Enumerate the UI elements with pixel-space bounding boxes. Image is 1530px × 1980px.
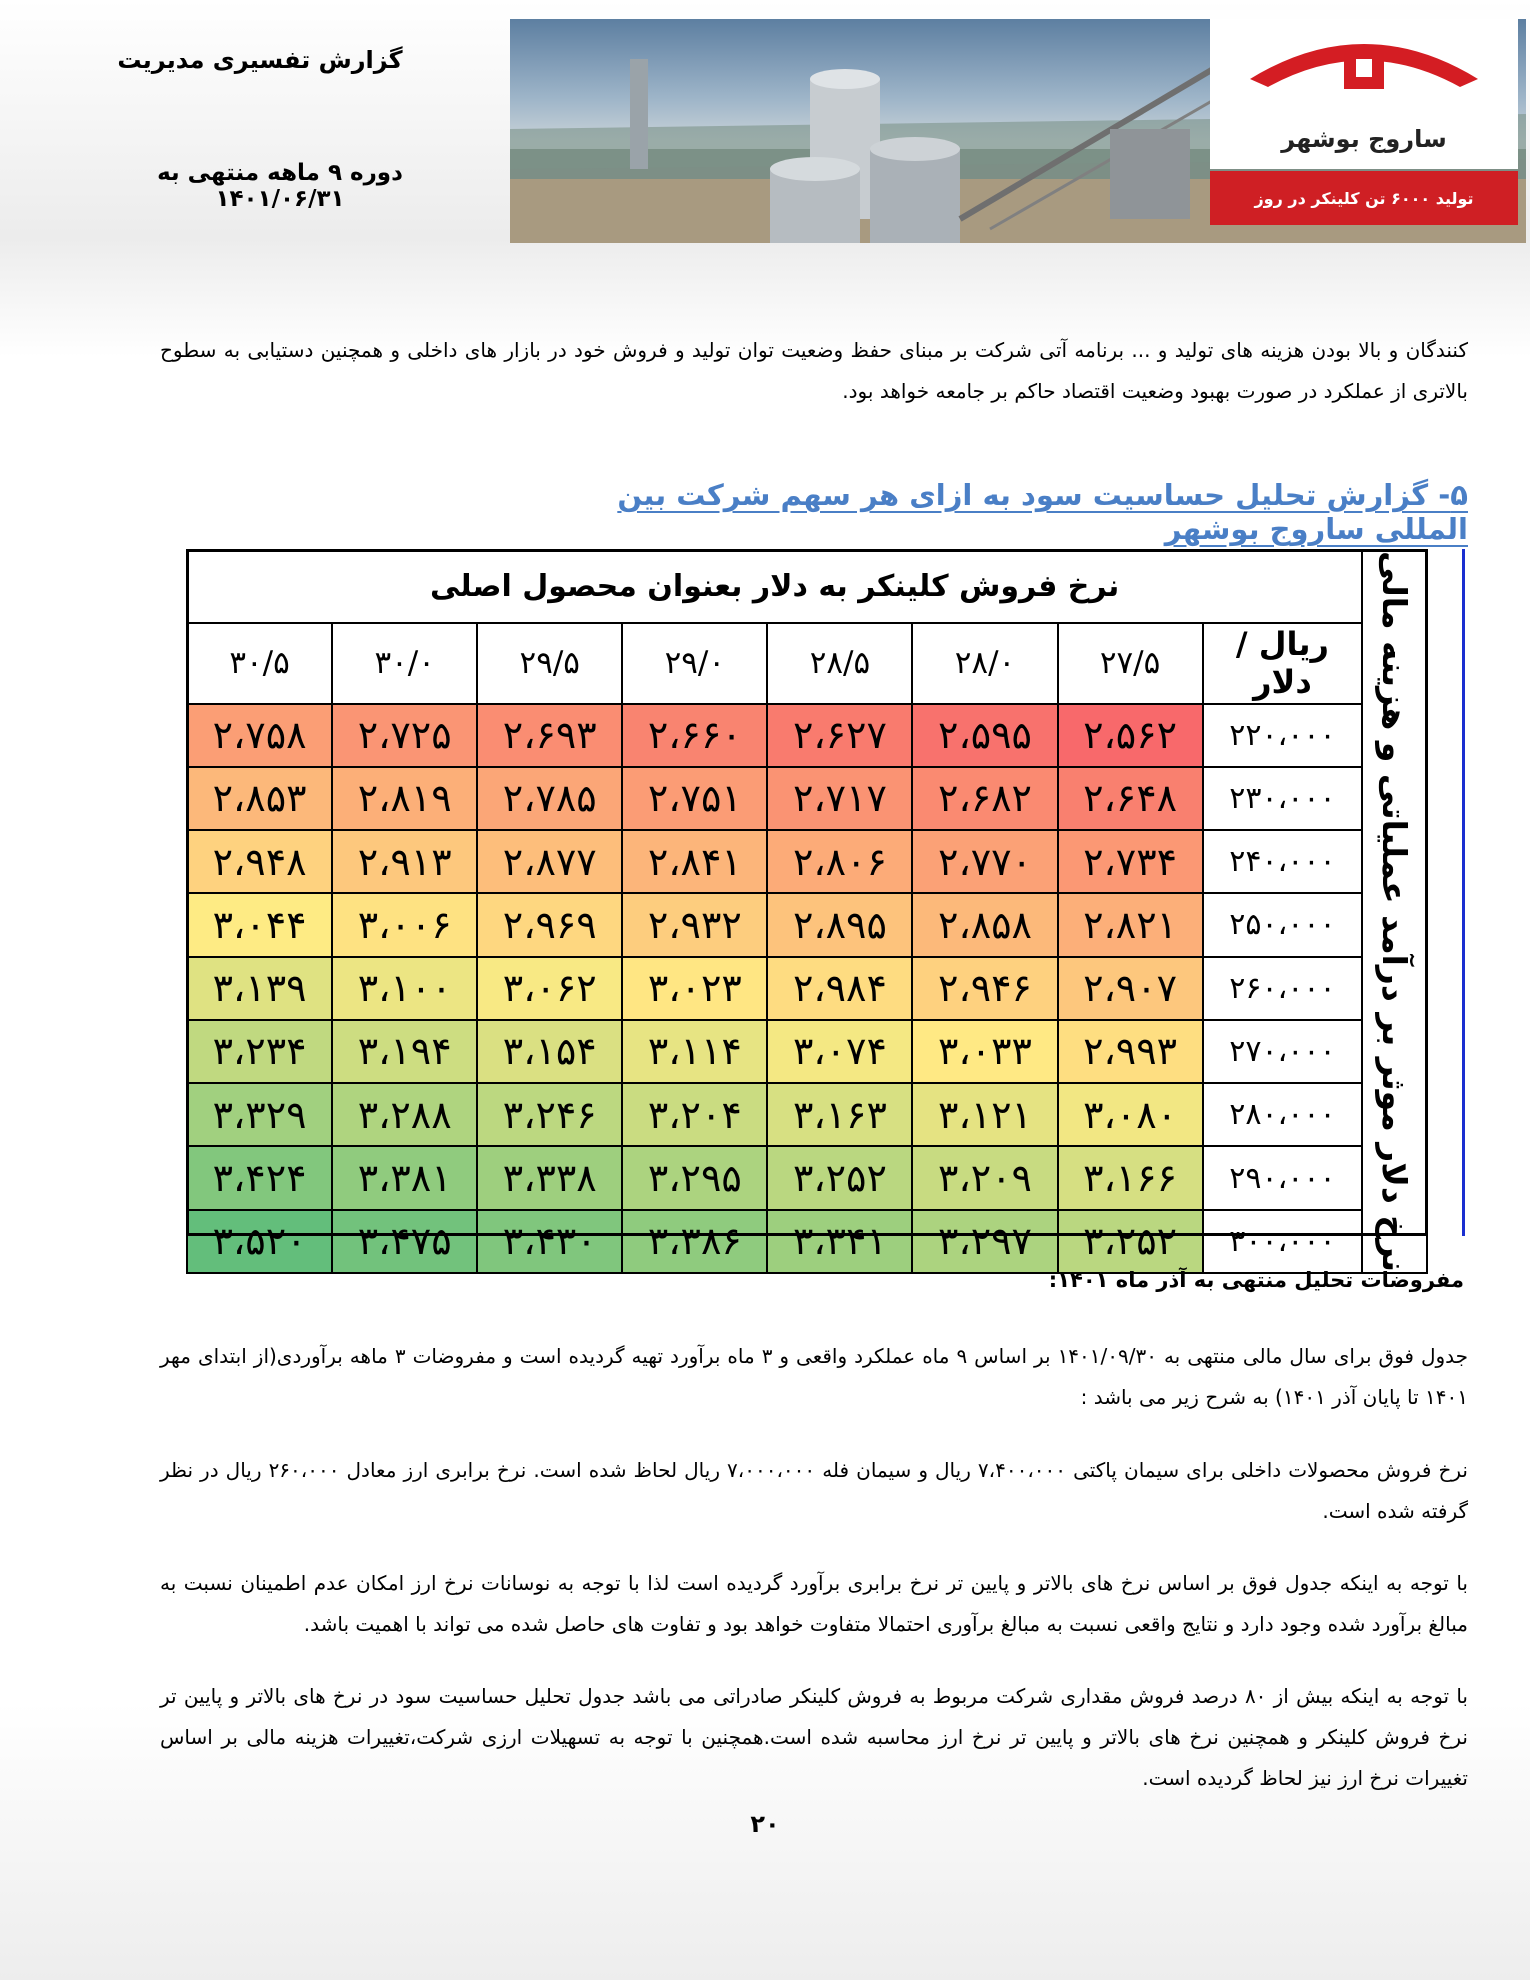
eps-value-cell: ۲،۹۳۲	[622, 893, 767, 956]
eps-value-cell: ۲،۸۱۹	[332, 767, 477, 830]
page-number: ۲۰	[750, 1810, 780, 1838]
header-banner	[510, 19, 1526, 243]
eps-value-cell: ۳،۳۸۱	[332, 1146, 477, 1209]
eps-value-cell: ۳،۰۲۳	[622, 957, 767, 1020]
eps-value-cell: ۳،۱۵۴	[477, 1020, 622, 1083]
eps-value-cell: ۲،۷۷۰	[912, 830, 1057, 893]
eps-value-cell: ۲،۶۶۰	[622, 704, 767, 767]
eps-value-cell: ۲،۸۰۶	[767, 830, 912, 893]
paragraph-1: جدول فوق برای سال مالی منتهی به ۱۴۰۱/۰۹/۳۰ بر اساس ۹ ماه عملکرد واقعی و ۳ ماه برآورد تهیه گردیده است و مفروضات ۳ ماهه برآوردی(از ابتدای مهر ۱۴۰۱ تا پایان آذر ۱۴۰۱) به شرح زیر می باشد :	[160, 1344, 1468, 1409]
paragraph-3: با توجه به اینکه جدول فوق بر اساس نرخ های بالاتر و پایین تر نرخ برابری برآورد گردیده است لذا با توجه به نوسانات نرخ ارز امکان عدم اطمینان نسبت به مبالغ برآورد شده وجود دارد و نتایج واقعی نسبت به مبالغ برآوری احتمالا متفاوت خواهد بود و تفاوت های حاصل شده می تواند با اهمیت باشد.	[160, 1571, 1468, 1636]
corner-header: ریال / دلار	[1203, 623, 1363, 704]
eps-value-cell: ۳،۰۷۴	[767, 1020, 912, 1083]
eps-value-cell: ۳،۰۳۳	[912, 1020, 1057, 1083]
dollar-rate-cell: ۲۸۰،۰۰۰	[1203, 1083, 1363, 1146]
table-side-label: نرخ دلار موثر بر درآمد عملیاتی و هزینه مالی	[1362, 550, 1427, 1273]
eps-value-cell: ۳،۰۰۶	[332, 893, 477, 956]
eps-value-cell: ۲،۸۵۳	[187, 767, 332, 830]
report-period: دوره ۹ ماهه منتهی به ۱۴۰۱/۰۶/۳۱	[157, 160, 403, 212]
eps-value-cell: ۲،۸۹۵	[767, 893, 912, 956]
assumptions-title: مفروضات تحلیل منتهی به آذر ماه ۱۴۰۱:	[1048, 1268, 1464, 1292]
logo-company-name: ساروج بوشهر	[1281, 125, 1447, 153]
eps-value-cell: ۲،۹۱۳	[332, 830, 477, 893]
eps-value-cell: ۲،۶۲۷	[767, 704, 912, 767]
margin-rule	[1462, 549, 1465, 1236]
column-header: ۲۸/۵	[767, 623, 912, 704]
eps-value-cell: ۳،۴۲۴	[187, 1146, 332, 1209]
eps-value-cell: ۳،۱۹۴	[332, 1020, 477, 1083]
eps-value-cell: ۲،۸۷۷	[477, 830, 622, 893]
eps-value-cell: ۳،۴۳۰	[477, 1210, 622, 1273]
eps-value-cell: ۳،۰۴۴	[187, 893, 332, 956]
eps-value-cell: ۳،۴۷۵	[332, 1210, 477, 1273]
company-logo	[1210, 19, 1518, 169]
table-row	[187, 893, 1427, 956]
sensitivity-table	[186, 549, 1428, 1272]
column-header: ۲۹/۰	[622, 623, 767, 704]
eps-value-cell: ۲،۹۴۶	[912, 957, 1057, 1020]
intro-paragraph: کنندگان و بالا بودن هزینه های تولید و ... برنامه آتی شرکت بر مبنای حفظ وضعیت توان تولید و فروش خود در بازار های داخلی و همچنین دستیابی به سطوح بالاتری از عملکرد در صورت بهبود وضعیت اقتصاد حاکم بر جامعه خواهد بود.	[160, 338, 1468, 403]
table-row	[187, 1083, 1427, 1146]
dollar-rate-cell: ۳۰۰،۰۰۰	[1203, 1210, 1363, 1273]
eps-value-cell: ۳،۳۴۱	[767, 1210, 912, 1273]
paragraph-4: با توجه به اینکه بیش از ۸۰ درصد فروش مقداری شرکت مربوط به فروش کلینکر صادراتی می باشد جدول تحلیل حساسیت سود در نرخ های بالاتر و پایین تر نرخ فروش کلینکر و همچنین نرخ های بالاتر و پایین تر نرخ ارز محاسبه شده است.همچنین با توجه به تسهیلات ارزی شرکت،تغییرات هزینه مالی بر اساس تغییرات نرخ ارز نیز لحاظ گردیده است.	[160, 1684, 1468, 1790]
eps-value-cell: ۲،۹۸۴	[767, 957, 912, 1020]
eps-value-cell: ۳،۲۴۶	[477, 1083, 622, 1146]
dollar-rate-cell: ۲۲۰،۰۰۰	[1203, 704, 1363, 767]
eps-value-cell: ۲،۸۵۸	[912, 893, 1057, 956]
dollar-rate-cell: ۲۵۰،۰۰۰	[1203, 893, 1363, 956]
eps-value-cell: ۳،۰۸۰	[1058, 1083, 1203, 1146]
eps-value-cell: ۲،۷۵۱	[622, 767, 767, 830]
table-caption: نرخ فروش کلینکر به دلار بعنوان محصول اصلی	[187, 550, 1362, 623]
eps-value-cell: ۲،۷۸۵	[477, 767, 622, 830]
eps-value-cell: ۲،۶۸۲	[912, 767, 1057, 830]
eps-value-cell: ۲،۷۲۵	[332, 704, 477, 767]
dollar-rate-cell: ۲۶۰،۰۰۰	[1203, 957, 1363, 1020]
logo-caption: تولید ۶۰۰۰ تن کلینکر در روز	[1210, 171, 1518, 225]
dollar-rate-cell: ۲۴۰،۰۰۰	[1203, 830, 1363, 893]
eps-value-cell: ۲،۹۰۷	[1058, 957, 1203, 1020]
eps-value-cell: ۳،۱۰۰	[332, 957, 477, 1020]
eps-value-cell: ۳،۲۰۴	[622, 1083, 767, 1146]
report-title: گزارش تفسیری مدیریت	[117, 46, 403, 74]
table-row	[187, 830, 1427, 893]
eps-value-cell: ۳،۲۵۲	[1058, 1210, 1203, 1273]
eps-value-cell: ۳،۳۸۶	[622, 1210, 767, 1273]
eps-value-cell: ۳،۱۳۹	[187, 957, 332, 1020]
table-row	[187, 1146, 1427, 1209]
eps-value-cell: ۳،۱۶۳	[767, 1083, 912, 1146]
eps-value-cell: ۲،۹۶۹	[477, 893, 622, 956]
table-row	[187, 1020, 1427, 1083]
eps-value-cell: ۳،۲۳۴	[187, 1020, 332, 1083]
eps-value-cell: ۲،۶۹۳	[477, 704, 622, 767]
table-row	[187, 704, 1427, 767]
eps-value-cell: ۳،۲۵۲	[767, 1146, 912, 1209]
column-header: ۳۰/۵	[187, 623, 332, 704]
eps-value-cell: ۲،۵۶۲	[1058, 704, 1203, 767]
section-title: ۵- گزارش تحلیل حساسیت سود به ازای هر سهم شرکت بین المللی ساروج بوشهر	[617, 478, 1468, 546]
column-header: ۳۰/۰	[332, 623, 477, 704]
eps-value-cell: ۳،۰۶۲	[477, 957, 622, 1020]
eps-value-cell: ۲،۷۱۷	[767, 767, 912, 830]
eps-value-cell: ۳،۲۸۸	[332, 1083, 477, 1146]
column-header: ۲۸/۰	[912, 623, 1057, 704]
eps-value-cell: ۳،۱۶۶	[1058, 1146, 1203, 1209]
dollar-rate-cell: ۲۹۰،۰۰۰	[1203, 1146, 1363, 1209]
eps-value-cell: ۲،۷۳۴	[1058, 830, 1203, 893]
column-header: ۲۷/۵	[1058, 623, 1203, 704]
eps-value-cell: ۲،۹۴۸	[187, 830, 332, 893]
table-row	[187, 767, 1427, 830]
eps-value-cell: ۲،۷۵۸	[187, 704, 332, 767]
eps-value-cell: ۲،۸۴۱	[622, 830, 767, 893]
eps-value-cell: ۳،۳۳۸	[477, 1146, 622, 1209]
eps-value-cell: ۳،۲۹۵	[622, 1146, 767, 1209]
eps-value-cell: ۳،۳۲۹	[187, 1083, 332, 1146]
eps-value-cell: ۳،۲۰۹	[912, 1146, 1057, 1209]
eps-value-cell: ۳،۵۲۰	[187, 1210, 332, 1273]
table-row	[187, 1210, 1427, 1273]
dollar-rate-cell: ۲۷۰،۰۰۰	[1203, 1020, 1363, 1083]
eps-value-cell: ۲،۸۲۱	[1058, 893, 1203, 956]
eps-value-cell: ۲،۵۹۵	[912, 704, 1057, 767]
eps-value-cell: ۳،۱۱۴	[622, 1020, 767, 1083]
eps-value-cell: ۳،۲۹۷	[912, 1210, 1057, 1273]
column-header: ۲۹/۵	[477, 623, 622, 704]
eps-value-cell: ۲،۶۴۸	[1058, 767, 1203, 830]
dollar-rate-cell: ۲۳۰،۰۰۰	[1203, 767, 1363, 830]
table-row	[187, 957, 1427, 1020]
eps-value-cell: ۳،۱۲۱	[912, 1083, 1057, 1146]
paragraph-2: نرخ فروش محصولات داخلی برای سیمان پاکتی ۷،۴۰۰،۰۰۰ ریال و سیمان فله ۷،۰۰۰،۰۰۰ ریال لحاظ شده است. نرخ برابری ارز معادل ۲۶۰،۰۰۰ ریال در نظر گرفته شده است.	[160, 1458, 1468, 1523]
eps-value-cell: ۲،۹۹۳	[1058, 1020, 1203, 1083]
